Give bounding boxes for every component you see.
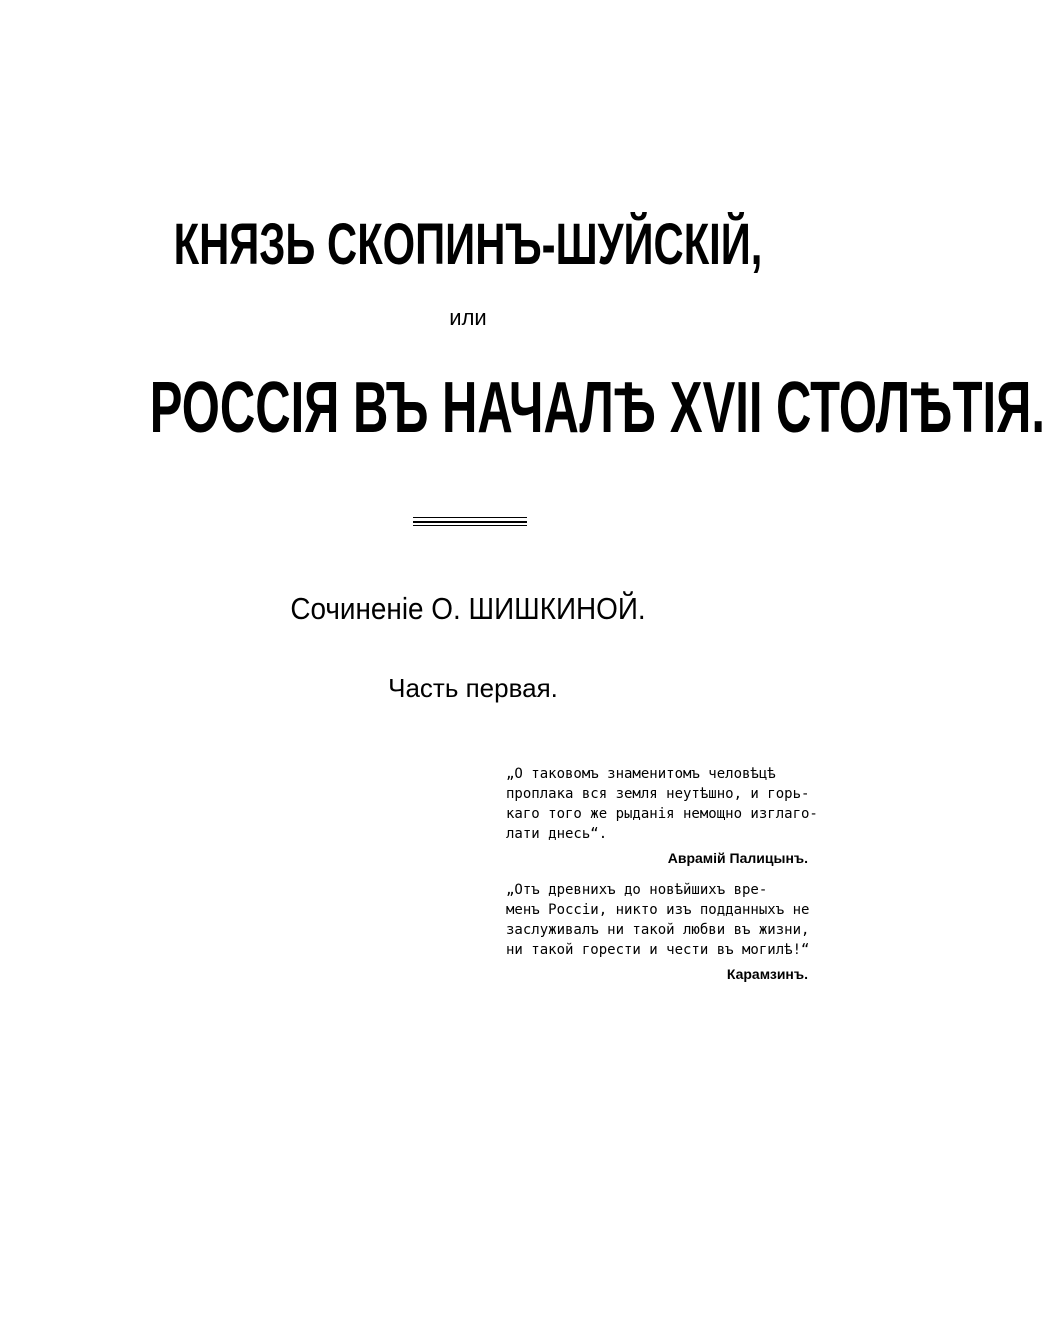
epigraph-author: Аврамій Палицынъ. [667,850,808,866]
divider-line-bottom [413,525,527,526]
epigraph-line: ни такой горести и чести въ могилѣ!“ [506,942,810,958]
part-label: Часть первая. [388,673,558,703]
epigraph-line: менъ Россіи, никто изъ подданныхъ не [506,902,810,918]
divider-line-top [413,517,527,518]
epigraph-line: лати днесь“. [506,826,608,842]
epigraph-karamzin [506,880,826,984]
epigraph-line: „О таковомъ знаменитомъ человѣцѣ [506,766,776,782]
title-connector: или [449,305,487,330]
author-credit: Сочиненіе О. ШИШКИНОЙ. [290,591,646,626]
epigraph-palitsyn [506,764,826,868]
epigraph-author: Карамзинъ. [726,966,808,982]
epigraph-line: заслуживалъ ни такой любви въ жизни, [506,922,810,938]
epigraph-line: проплака вся земля неутѣшно, и горь- [506,786,810,802]
title-subtitle: РОССІЯ ВЪ НАЧАЛѢ XVII СТОЛѢТІЯ. [149,368,1045,448]
title-main: КНЯЗЬ СКОПИНЪ-ШУЙСКІЙ, [173,212,763,277]
divider-line-middle [413,521,527,523]
epigraph-line: каго того же рыданія немощно изглаго- [506,806,818,822]
decorative-divider [413,517,527,527]
epigraph-line: „Отъ древнихъ до новѣйшихъ вре- [506,882,768,898]
